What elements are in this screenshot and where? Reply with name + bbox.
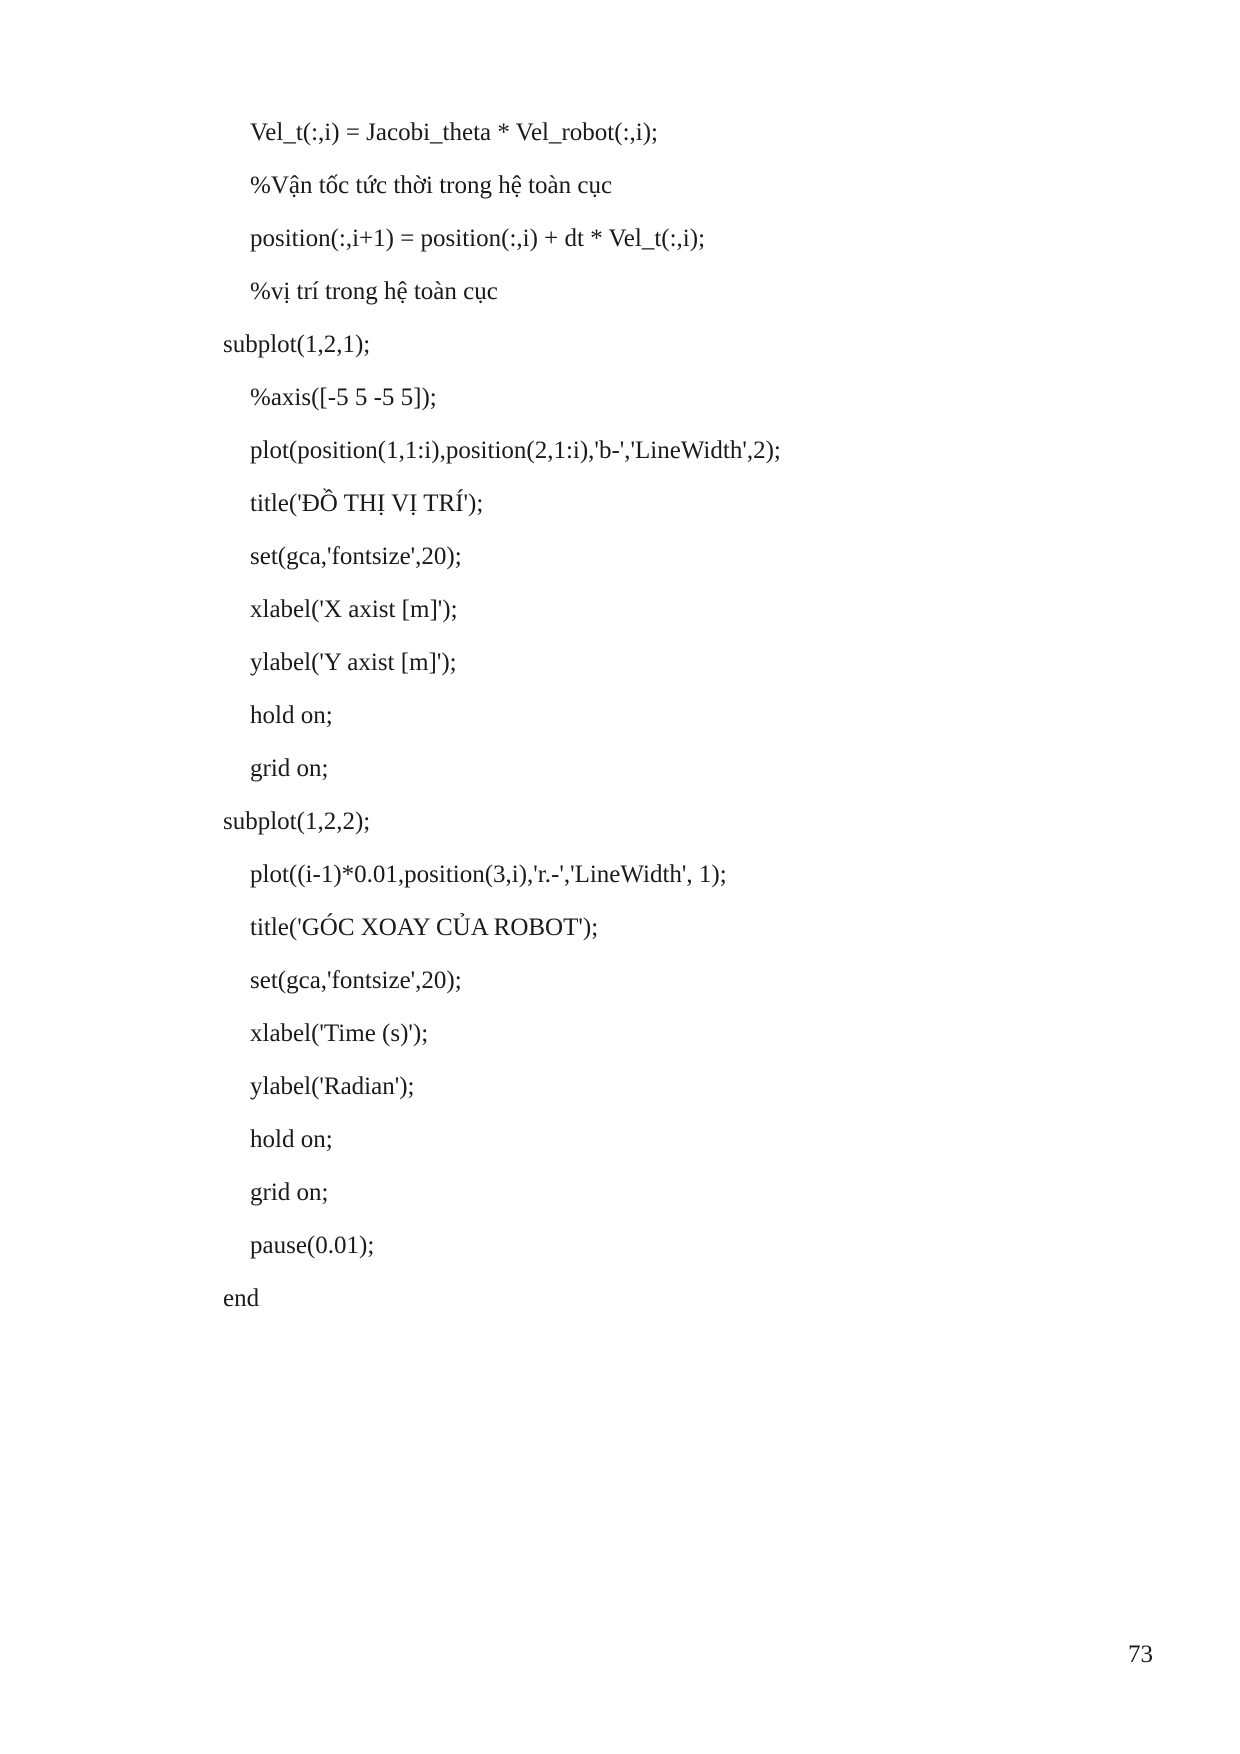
code-comment: %vị trí trong hệ toàn cục	[250, 278, 498, 305]
code-line: title('GÓC XOAY CỦA ROBOT');	[250, 914, 599, 941]
code-line: set(gca,'fontsize',20);	[250, 967, 462, 994]
code-line: subplot(1,2,1);	[223, 331, 371, 358]
code-line: hold on;	[250, 1126, 333, 1153]
code-line: end	[223, 1285, 260, 1312]
code-line: ylabel('Y axist [m]');	[250, 649, 457, 676]
code-line: hold on;	[250, 702, 333, 729]
code-line: xlabel('X axist [m]');	[250, 596, 458, 623]
code-line: set(gca,'fontsize',20);	[250, 543, 462, 570]
page-number: 73	[1128, 1641, 1153, 1668]
code-line: position(:,i+1) = position(:,i) + dt * Vel_t(:,i);	[250, 225, 706, 252]
code-line: xlabel('Time (s)');	[250, 1020, 429, 1047]
code-line: subplot(1,2,2);	[223, 808, 371, 835]
code-line: title('ĐỒ THỊ VỊ TRÍ');	[250, 490, 484, 517]
code-line: plot(position(1,1:i),position(2,1:i),'b-','LineWidth',2);	[250, 437, 781, 464]
code-line: Vel_t(:,i) = Jacobi_theta * Vel_robot(:,i);	[250, 119, 658, 146]
code-line: pause(0.01);	[250, 1232, 375, 1259]
code-comment: %Vận tốc tức thời trong hệ toàn cục	[250, 172, 613, 199]
code-line: ylabel('Radian');	[250, 1073, 415, 1100]
code-comment: %axis([-5 5 -5 5]);	[250, 384, 437, 411]
code-line: plot((i-1)*0.01,position(3,i),'r.-','LineWidth', 1);	[250, 861, 727, 888]
code-line: grid on;	[250, 1179, 329, 1206]
code-line: grid on;	[250, 755, 329, 782]
